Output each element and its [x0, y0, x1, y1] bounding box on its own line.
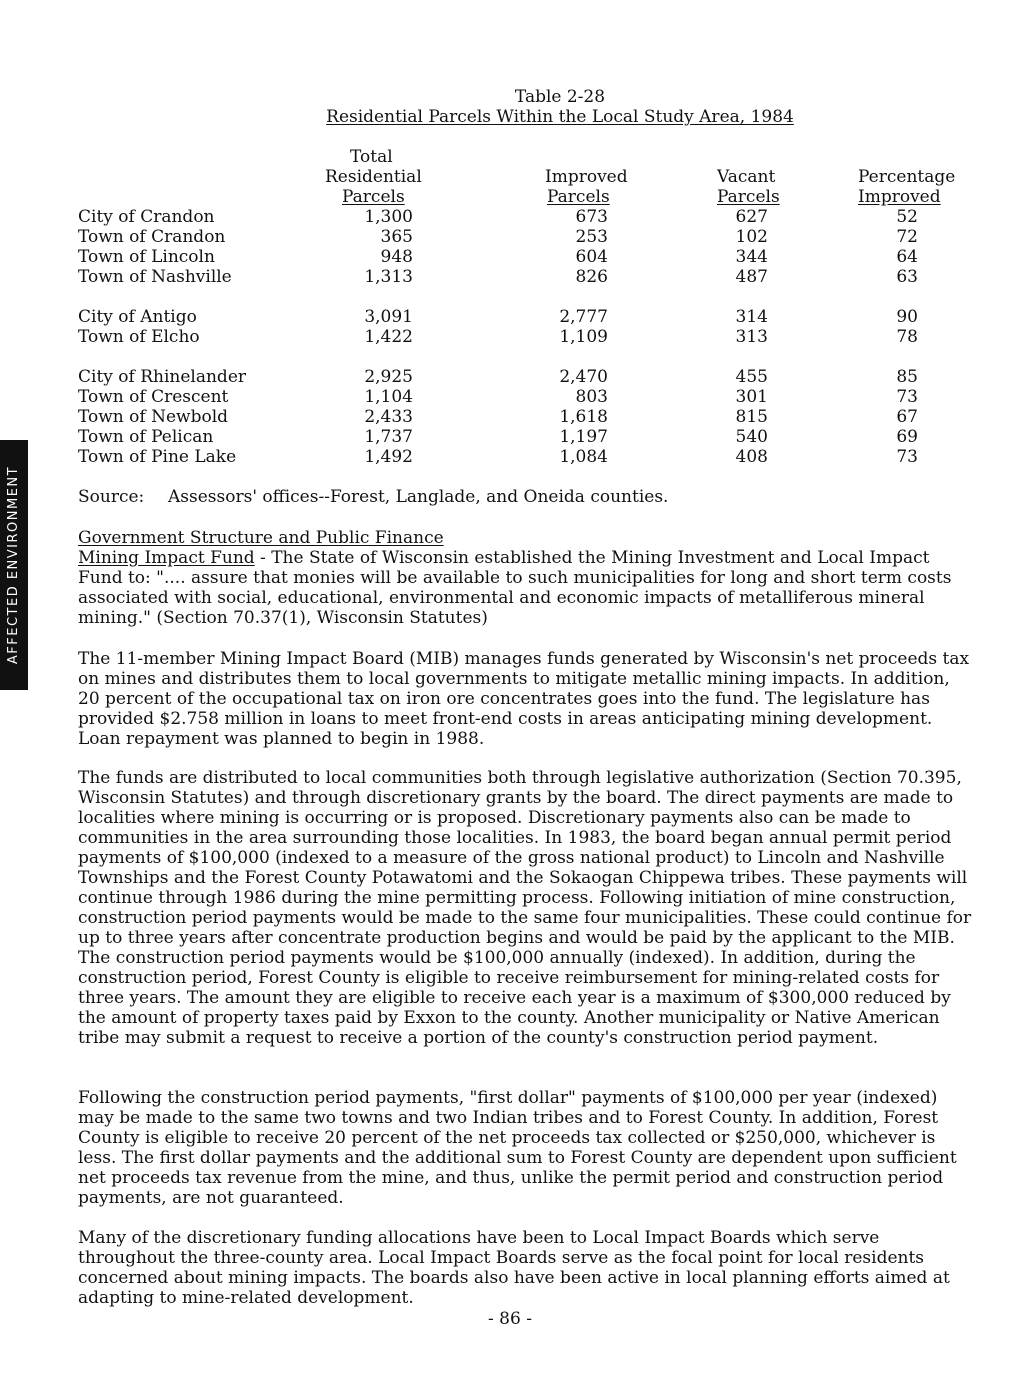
row-total: 1,313 [364, 267, 413, 287]
header-vacant-line-1: Vacant [717, 167, 776, 187]
row-percentage: 78 [896, 327, 918, 347]
row-improved: 2,777 [559, 307, 608, 327]
row-vacant: 627 [735, 207, 768, 227]
row-percentage: 72 [896, 227, 918, 247]
section-heading: Government Structure and Public Finance [78, 528, 444, 548]
row-percentage: 85 [896, 367, 918, 387]
row-improved: 1,084 [559, 447, 608, 467]
row-vacant: 487 [735, 267, 768, 287]
header-improved-line-1: Improved [545, 167, 628, 187]
row-name: Town of Lincoln [78, 247, 215, 267]
paragraph-mining-impact-board: The 11-member Mining Impact Board (MIB) manages funds generated by Wisconsin's net proceeds tax on mines and distributes them to local governments to mitigate metallic mining impacts. In addition, 20 percent of the occupational tax on iron ore concentrates goes into the fund. The legislature has provided $2.758 million in loans to meet front-end costs in areas anticipating mining development. Loan repayment was planned to begin in 1988. [78, 649, 970, 749]
row-name: City of Crandon [78, 207, 215, 227]
row-percentage: 90 [896, 307, 918, 327]
row-percentage: 69 [896, 427, 918, 447]
row-percentage: 63 [896, 267, 918, 287]
row-name: City of Antigo [78, 307, 197, 327]
row-total: 1,422 [364, 327, 413, 347]
source-text: Assessors' offices--Forest, Langlade, and Oneida counties. [168, 487, 669, 507]
row-total: 1,300 [364, 207, 413, 227]
table-row [78, 247, 958, 267]
row-name: Town of Newbold [78, 407, 229, 427]
table-row [78, 407, 958, 427]
row-total: 2,433 [364, 407, 413, 427]
page-number: - 86 - [488, 1309, 532, 1329]
row-total: 2,925 [364, 367, 413, 387]
table-row [78, 227, 958, 247]
row-vacant: 540 [735, 427, 768, 447]
row-vacant: 815 [735, 407, 768, 427]
row-improved: 1,109 [559, 327, 608, 347]
table-row [78, 447, 958, 467]
header-percentage-line-1: Percentage [858, 167, 956, 187]
row-percentage: 67 [896, 407, 918, 427]
row-percentage: 73 [896, 387, 918, 407]
paragraph-local-impact-boards: Many of the discretionary funding allocations have been to Local Impact Boards which serve throughout the three-county area. Local Impact Boards serve as the focal point for local residents concerned about mining impacts. The boards also have been active in local planning efforts aimed at adapting to mine-related development. [78, 1228, 950, 1308]
row-name: Town of Pelican [78, 427, 214, 447]
section-side-tab [0, 440, 28, 690]
row-total: 1,492 [364, 447, 413, 467]
table-source [78, 487, 668, 507]
row-vacant: 455 [735, 367, 768, 387]
header-total-line-1: Total [350, 147, 393, 167]
row-vacant: 313 [735, 327, 768, 347]
row-name: City of Rhinelander [78, 367, 246, 387]
row-percentage: 52 [896, 207, 918, 227]
row-total: 1,104 [364, 387, 413, 407]
header-total-line-3: Parcels [342, 187, 405, 207]
table-title: Residential Parcels Within the Local Study Area, 1984 [326, 107, 794, 127]
row-name: Town of Pine Lake [78, 447, 237, 467]
table-number: Table 2-28 [514, 87, 606, 107]
row-total: 1,737 [364, 427, 413, 447]
row-vacant: 301 [735, 387, 768, 407]
table-row [78, 367, 958, 387]
row-total: 3,091 [364, 307, 413, 327]
row-vacant: 314 [735, 307, 768, 327]
row-improved: 604 [575, 247, 608, 267]
table-row [78, 427, 958, 447]
table-row [78, 327, 958, 347]
header-vacant-line-2: Parcels [717, 187, 780, 207]
side-tab-label: AFFECTED ENVIRONMENT [6, 465, 21, 665]
header-percentage-line-2: Improved [858, 187, 941, 207]
paragraph-text: - The State of Wisconsin established the Mining Investment and Local Impact Fund to: ".... assure that monies will be available to such municipalities for long and short term costs associated with social, educational, environmental and economic impacts of metalliferous mineral mining." (Section 70.37(1), Wisconsin Statutes) [78, 548, 952, 628]
row-vacant: 344 [735, 247, 768, 267]
table-row [78, 207, 958, 227]
row-total: 948 [380, 247, 413, 267]
table-row [78, 307, 958, 327]
row-total: 365 [380, 227, 413, 247]
row-percentage: 73 [896, 447, 918, 467]
row-name: Town of Crandon [78, 227, 226, 247]
row-vacant: 408 [735, 447, 768, 467]
paragraph-fund-distribution: The funds are distributed to local communities both through legislative authorization (Section 70.395, Wisconsin Statutes) and through discretionary grants by the board. The direct payments are made to localities where mining is occurring or is proposed. Discretionary payments also can be made to communities in the area surrounding those localities. In 1983, the board began annual permit period payments of $100,000 (indexed to a measure of the gross national product) to Lincoln and Nashville Townships and the Forest County Potawatomi and the Sokaogan Chippewa tribes. These payments will continue through 1986 during the mine permitting process. Following initiation of mine construction, construction period payments would be made to the same four municipalities. These could continue for up to three years after concentrate production begins and would be paid by the applicant to the MIB. The construction period payments would be $100,000 annually (indexed). In addition, during the construction period, Forest County is eligible to receive reimbursement for mining-related costs for three years. The amount they are eligible to receive each year is a maximum of $300,000 reduced by the amount of property taxes paid by Exxon to the county. Another municipality or Native American tribe may submit a request to receive a portion of the county's construction period payment. [78, 768, 972, 1048]
row-improved: 1,197 [559, 427, 608, 447]
table-row [78, 387, 958, 407]
paragraph-first-dollar-payments: Following the construction period payments, "first dollar" payments of $100,000 per year (indexed) may be made to the same two towns and two Indian tribes and to Forest County. In addition, Forest County is eligible to receive 20 percent of the net proceeds tax collected or $250,000, whichever is less. The first dollar payments and the additional sum to Forest County are dependent upon sufficient net proceeds tax revenue from the mine, and thus, unlike the permit period and construction period payments, are not guaranteed. [78, 1088, 957, 1208]
row-improved: 803 [575, 387, 608, 407]
table-row [78, 267, 958, 287]
header-total-line-2: Residential [325, 167, 422, 187]
header-improved-line-2: Parcels [547, 187, 610, 207]
row-percentage: 64 [896, 247, 918, 267]
source-label: Source: [78, 487, 145, 507]
row-improved: 1,618 [559, 407, 608, 427]
row-name: Town of Elcho [78, 327, 200, 347]
row-improved: 253 [575, 227, 608, 247]
row-vacant: 102 [735, 227, 768, 247]
row-name: Town of Crescent [78, 387, 229, 407]
row-improved: 2,470 [559, 367, 608, 387]
row-improved: 826 [575, 267, 608, 287]
inline-heading: Mining Impact Fund [78, 548, 255, 568]
row-improved: 673 [575, 207, 608, 227]
paragraph-mining-impact-fund [78, 548, 973, 628]
row-name: Town of Nashville [78, 267, 232, 287]
